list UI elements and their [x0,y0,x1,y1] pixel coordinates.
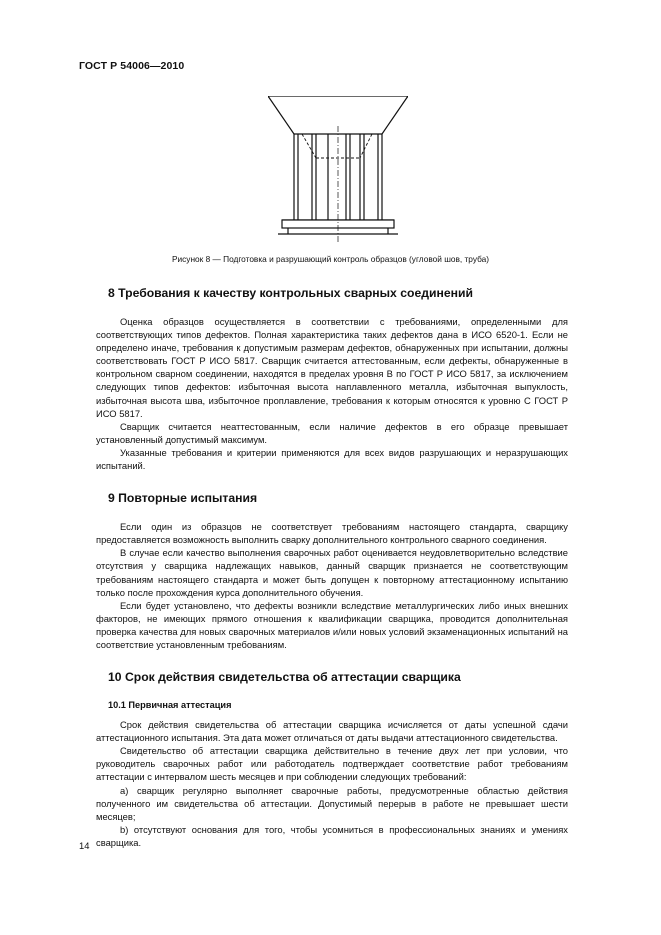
figure-caption: Рисунок 8 — Подготовка и разрушающий контроль образцов (угловой шов, труба) [171,254,490,264]
paragraph: Свидетельство об аттестации сварщика действительно в течение двух лет при условии, что руководитель сварочных работ или работодатель подтверждает соответствие работ требованиям аттестации с интервалом шесть месяцев и при соблюдении следующих требований: [96,745,568,783]
paragraph: В случае если качество выполнения сварочных работ оценивается неудовлетворительно вследствие отсутствия у сварщика надлежащих навыков, данный сварщик признается не соответствующим требованиям настоящего стандарта и может быть допущен к повторному аттестационному испытанию только после прохождения курса дополнительного обучения. [96,547,568,598]
subsection-10-1-title: 10.1 Первичная аттестация [108,700,232,711]
section-10 [96,669,568,849]
section-10-title: 10 Срок действия свидетельства об аттестации сварщика [108,670,461,685]
paragraph: Если один из образцов не соответствует требованиям настоящего стандарта, сварщику предоставляется возможность выполнить сварку дополнительного контрольного сварного соединения. [96,521,568,546]
paragraph: Если будет установлено, что дефекты возникли вследствие металлургических либо иных внешних факторов, не имеющих прямого отношения к квалификации сварщика, проводится дополнительная проверка качества для новых сварочных материалов и/или новых условий экзаменационных испытаний на соответствие установленным требованиям. [96,599,568,650]
paragraph: Указанные требования и критерии применяются для всех видов разрушающих и неразрушающих испытаний. [96,446,568,472]
list-item: b) отсутствуют основания для того, чтобы усомниться в профессиональных знаниях и умениях сварщика. [96,823,568,848]
section-8 [96,285,568,472]
section-9 [96,490,568,651]
paragraph: Срок действия свидетельства об аттестации сварщика исчисляется от даты успешной сдачи аттестационного испытания. Эта дата может отличаться от даты выдачи аттестационного свидетельства. [96,719,568,744]
section-9-title: 9 Повторные испытания [108,491,258,506]
paragraph: Сварщик считается неаттестованным, если наличие дефектов в его образце превышает установленный допустимый максимум. [96,420,568,445]
list-item: a) сварщик регулярно выполняет сварочные работы, предусмотренные областью действия полученного им свидетельства об аттестации. Допустимый перерыв в работе не превышает шести месяцев; [96,784,568,822]
paragraph: Оценка образцов осуществляется в соответствии с требованиями, определенными для соответствующих типов дефектов. Полная характеристика таких дефектов дана в ИСО 6520-1. Если не определено иначе, требования к допустимым размерам дефектов, обнаруженных при испытании, должны соответствовать ГОСТ Р ИСО 5817. Сварщик считается аттестованным, если дефекты, обнаруженные в контрольном сварном соединении, находятся в пределах уровня В по ГОСТ Р ИСО 5817, за исключением следующих типов дефектов: избыточная высота наплавленного металла, избыточная выпуклость, избыточная высота шва, избыточное проплавление, требования к которым относятся к уровню С ГОСТ Р ИСО 5817. [96,316,568,419]
page-number: 14 [79,840,90,851]
document-body [96,285,568,849]
section-8-title: 8 Требования к качеству контрольных сварных соединений [108,286,473,300]
weld-specimen-drawing [268,96,408,242]
figure-8-drawing [268,96,408,242]
document-header: ГОСТ Р 54006—2010 [79,60,185,72]
